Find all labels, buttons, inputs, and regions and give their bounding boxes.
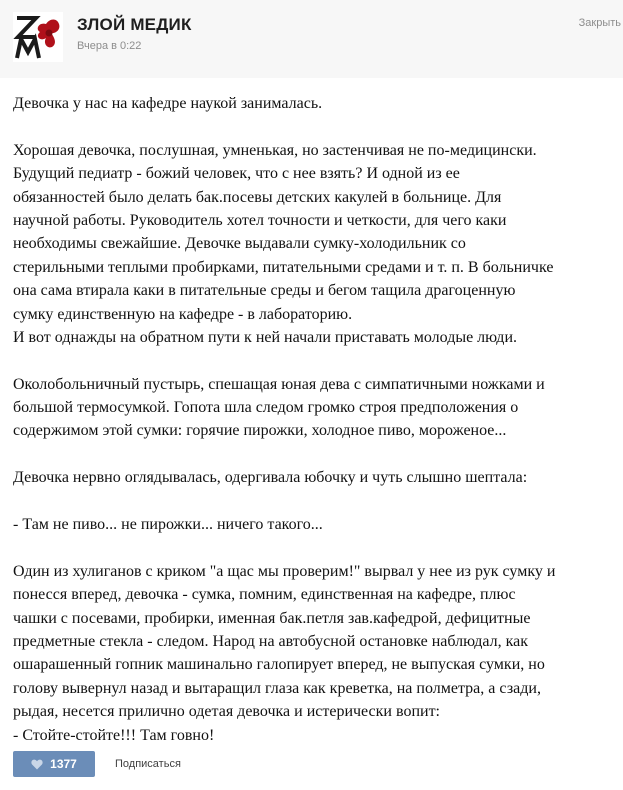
- close-link[interactable]: Закрыть: [578, 17, 621, 29]
- text-line: необходимы свежайшие. Девочке выдавали сумку-холодильник со: [13, 235, 466, 253]
- text-line: Хорошая девочка, послушная, умненькая, но застенчивая не по-медицински.: [13, 141, 537, 159]
- heart-icon: [31, 759, 43, 770]
- text-line: Девочка нервно оглядывалась, одергивала юбочку и чуть слышно шептала:: [13, 469, 528, 487]
- text-line: Один из хулиганов с криком "а щас мы проверим!" вырвал у нее из рук сумку и: [13, 562, 556, 580]
- text-line: обязанностей было делать бак.посевы детских какулей в больнице. Для: [13, 188, 502, 206]
- text-line: стерильными теплыми пробирками, питательными средами и т. п. В больничке: [13, 258, 554, 276]
- text-line: Околобольничный пустырь, спешащая юная дева с симпатичными ножками и: [13, 375, 545, 393]
- post-time[interactable]: Вчера в 0:22: [77, 40, 142, 52]
- text-line: - Стойте-стойте!!! Там говно!: [13, 726, 215, 744]
- text-line: рыдая, несется прилично одетая девочка и истерически вопит:: [13, 703, 440, 721]
- text-line: голову вывернул назад и вытаращил глаза как креветка, на полметра, а сзади,: [13, 679, 541, 697]
- text-line: И вот однажды на обратном пути к ней начали приставать молодые люди.: [13, 328, 518, 346]
- like-button[interactable]: [13, 751, 95, 777]
- text-line: предметные стекла - следом. Народ на автобусной остановке наблюдал, как: [13, 632, 529, 650]
- subscribe-link[interactable]: Подписаться: [115, 758, 181, 770]
- text-line: ошарашенный гопник машинально галопирует вперед, не выпуская сумки, но: [13, 656, 545, 674]
- like-count: 1377: [50, 757, 77, 771]
- text-line: содержимом этой сумки: горячие пирожки, холодное пиво, мороженое...: [13, 422, 507, 440]
- group-name[interactable]: ЗЛОЙ МЕДИК: [77, 15, 192, 34]
- zm-logo-icon[interactable]: [13, 12, 63, 62]
- text-line: - Там не пиво... не пирожки... ничего такого...: [13, 516, 323, 534]
- post-text: [13, 92, 617, 747]
- text-line: понесся вперед, девочка - сумка, помним, единственная на кафедре, плюс: [13, 586, 516, 604]
- text-line: Будущий педиатр - божий человек, что с нее взять? И одной из ее: [13, 165, 460, 183]
- text-line: она сама втирала каки в питательные среды и бегом тащила драгоценную: [13, 282, 516, 300]
- text-line: Девочка у нас на кафедре наукой занималась.: [13, 95, 323, 112]
- post-header: [0, 0, 623, 78]
- text-line: научной работы. Руководитель хотел точности и четкости, для чего каки: [13, 211, 507, 229]
- text-line: большой термосумкой. Гопота шла следом громко строя предположения о: [13, 399, 519, 417]
- text-line: чашки с посевами, пробирки, именная бак.петля зав.кафедрой, дефицитные: [13, 609, 531, 627]
- text-line: сумку единственную на кафедре - в лабораторию.: [13, 305, 353, 323]
